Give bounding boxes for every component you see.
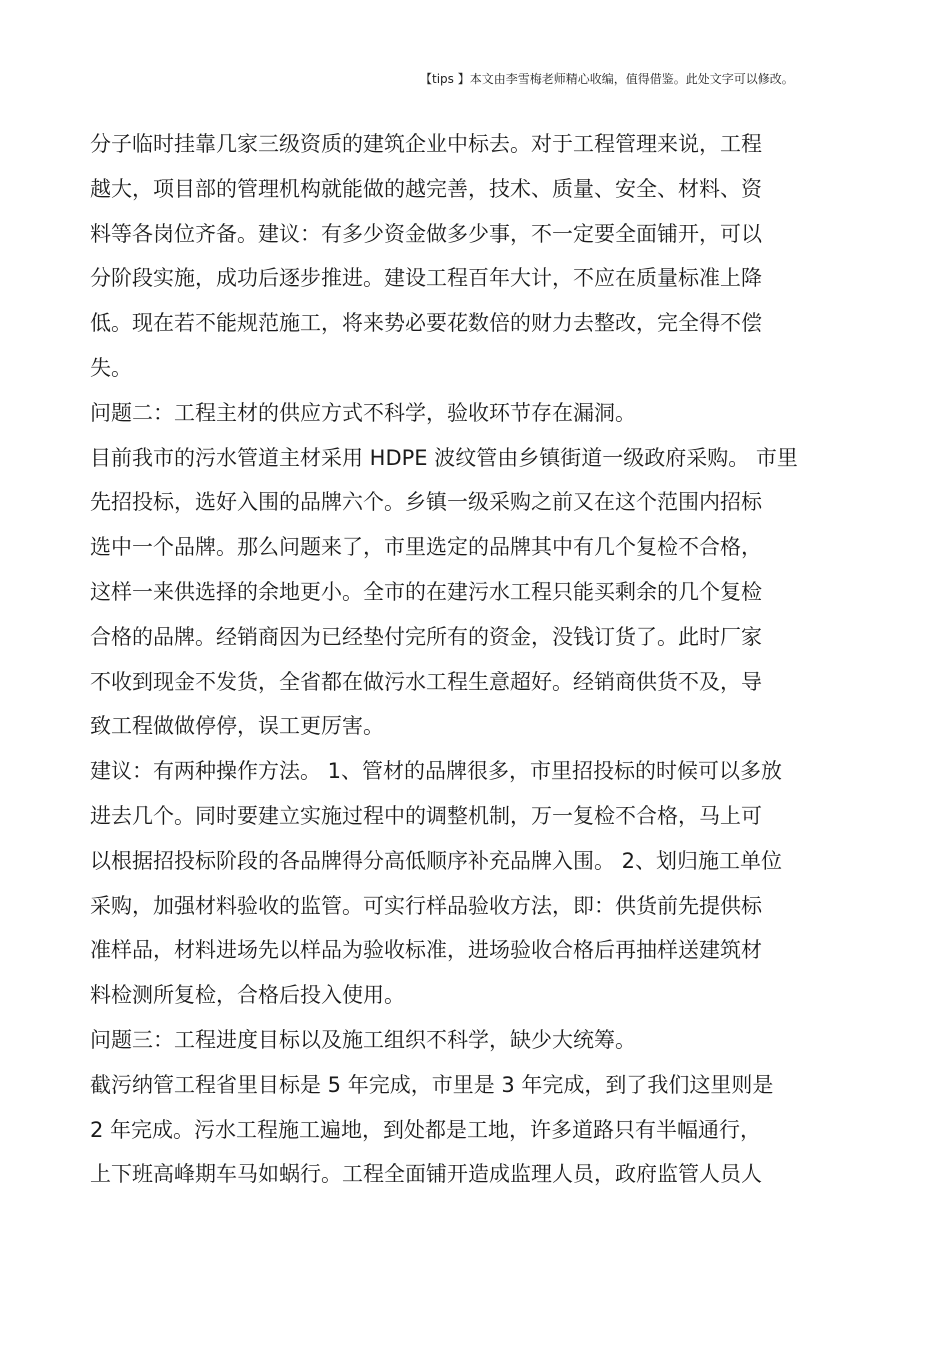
paragraph-line: 建议：有两种操作方法。 1、管材的品牌很多，市里招投标的时候可以多放 <box>90 759 783 784</box>
paragraph-line: 进去几个。同时要建立实施过程中的调整机制，万一复检不合格，马上可 <box>90 803 762 828</box>
paragraph-line: 上下班高峰期车马如蜗行。工程全面铺开造成监理人员，政府监管人员人 <box>90 1162 762 1187</box>
paragraph-line: 料检测所复检，合格后投入使用。 <box>90 983 405 1008</box>
paragraph-line: 低。现在若不能规范施工，将来势必要花数倍的财力去整改，完全得不偿 <box>90 311 762 336</box>
paragraph-line: 以根据招投标阶段的各品牌得分高低顺序补充品牌入围。 2、划归施工单位 <box>90 848 783 873</box>
paragraph-line: 选中一个品牌。那么问题来了，市里选定的品牌其中有几个复检不合格， <box>90 535 762 560</box>
paragraph-line: 不收到现金不发货，全省都在做污水工程生意超好。经销商供货不及，导 <box>90 669 762 694</box>
paragraph-line: 料等各岗位齐备。建议：有多少资金做多少事，不一定要全面铺开，可以 <box>90 221 762 246</box>
paragraph-line: 先招投标，选好入围的品牌六个。乡镇一级采购之前又在这个范围内招标 <box>90 490 762 515</box>
paragraph-line: 这样一来供选择的余地更小。全市的在建污水工程只能买剩余的几个复检 <box>90 579 762 604</box>
paragraph-line: 分阶段实施，成功后逐步推进。建设工程百年大计，不应在质量标准上降 <box>90 266 762 291</box>
section-heading: 问题二：工程主材的供应方式不科学，验收环节存在漏洞。 <box>90 400 636 425</box>
paragraph-line: 失。 <box>90 355 132 380</box>
paragraph-line: 越大，项目部的管理机构就能做的越完善，技术、质量、安全、材料、资 <box>90 176 762 201</box>
paragraph-line: 2 年完成。污水工程施工遍地，到处都是工地，许多道路只有半幅通行， <box>90 1117 762 1142</box>
paragraph-line: 采购，加强材料验收的监管。可实行样品验收方法，即：供货前先提供标 <box>90 893 762 918</box>
section-heading: 问题三：工程进度目标以及施工组织不科学，缺少大统筹。 <box>90 1027 636 1052</box>
document-body <box>90 127 870 1202</box>
header-tips: 【tips 】本文由李雪梅老师精心收编，值得借鉴。此处文字可以修改。 <box>420 72 794 86</box>
paragraph-line: 分子临时挂靠几家三级资质的建筑企业中标去。对于工程管理来说，工程 <box>90 132 762 156</box>
paragraph-line: 准样品，材料进场先以样品为验收标准，进场验收合格后再抽样送建筑材 <box>90 938 762 963</box>
paragraph-line: 目前我市的污水管道主材采用 HDPE 波纹管由乡镇街道一级政府采购。 市里 <box>90 445 798 470</box>
paragraph-line: 致工程做做停停，误工更厉害。 <box>90 714 384 739</box>
paragraph-line: 合格的品牌。经销商因为已经垫付完所有的资金，没钱订货了。此时厂家 <box>90 624 762 649</box>
paragraph-line: 截污纳管工程省里目标是 5 年完成，市里是 3 年完成，到了我们这里则是 <box>90 1072 774 1097</box>
